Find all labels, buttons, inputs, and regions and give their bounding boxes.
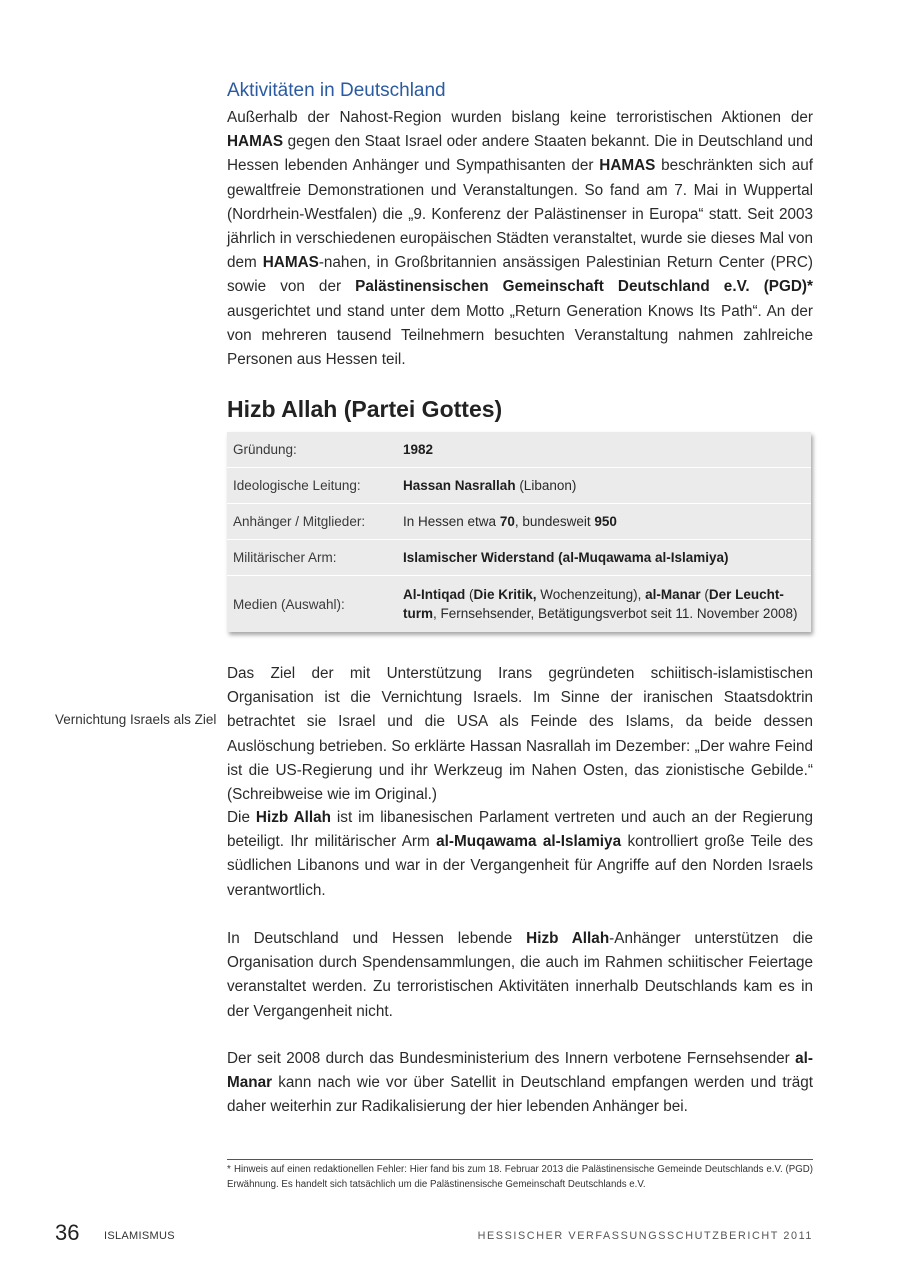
fact-label: Gründung: (233, 442, 297, 457)
footnote-marker: * (227, 1164, 231, 1175)
text-run: beschränkten sich auf gewaltfreie Demonstrationen und Veranstaltungen. So fand am 7. Mai in Wuppertal (Nordrhein-Westfalen) die „9. Konferenz der Palästinenser in Europa“ statt. Seit 2003 jährlich in verschiedenen europäischen Städten veranstaltet, wurde sie dieses Mal von dem (227, 157, 814, 272)
text-run: ausgerichtet und stand unter dem Motto „Return Generation Knows Its Path“. An der von mehreren tausend Teilnehmern besuchten Veranstaltung nahmen zahlreiche Personen aus Hessen teil. (227, 302, 813, 369)
page-number: 36 (55, 1220, 80, 1245)
text-run: -Anhänger unterstützen die Organisation durch Spendensammlungen, die auch im Rahmen schiitischer Feiertage veranstaltet werden. Zu terroristischen Aktivitäten innerhalb Deutschlands kam es in der Vergangenheit nicht. (227, 930, 814, 1020)
bold-run: Palästinensischen Gemeinschaft Deutschland e.V. (PGD)* (355, 278, 813, 296)
text-run: Wochenzeitung), (536, 586, 646, 602)
text-run: In Hessen etwa (403, 513, 500, 529)
fact-row-founding (227, 432, 811, 468)
bold-run: al-Manar (645, 586, 701, 602)
paragraph-parliament (227, 806, 813, 903)
fact-label: Ideologische Leitung: (233, 478, 361, 493)
bold-run: Die Kritik, (473, 586, 537, 602)
bold-run: Hassan Nasrallah (403, 477, 516, 493)
fact-label: Anhänger / Mitglieder: (233, 514, 366, 529)
fact-row-military-arm (227, 540, 811, 576)
text-run: gegen den Staat Israel oder andere Staaten bekannt. Die in Deutschland und Hessen lebenden Anhänger und Sympathisanten der (227, 133, 813, 175)
paragraph-hamas-activities (227, 106, 813, 372)
bold-run: Al-Intiqad (403, 586, 466, 602)
text-run: kann nach wie vor über Satellit in Deutschland empfangen werden und trägt daher weiterhin zur Radikalisierung der hier lebenden Anhänger bei. (227, 1074, 813, 1116)
text-run: Außerhalb der Nahost-Region wurden bislang keine terroristischen Aktionen der (227, 109, 813, 126)
text-run: , Fernsehsender, Betätigungsverbot seit 11. November 2008) (433, 606, 798, 621)
paragraph-goal (227, 662, 813, 807)
footer-section-name: ISLAMISMUS (104, 1230, 175, 1242)
text-run: , bundesweit (514, 513, 595, 529)
text-run: ( (465, 586, 474, 602)
bold-run: Islamischer Widerstand (al-Muqawama al-Islamiya) (403, 549, 729, 565)
fact-value (403, 585, 811, 624)
fact-row-leadership (227, 468, 811, 504)
footnote-text: Hinweis auf einen redaktionellen Fehler: Hier fand bis zum 18. Februar 2013 die Palästinensische Gemeinde Deutschlands e.V. (PGD) Erwähnung. Es handelt sich tatsächlich um die Palästinensische Gemeinschaft Deutschlands e.V. (227, 1164, 813, 1190)
bold-run: al-Muqawama al-Islamiya (436, 833, 622, 851)
fact-value (403, 440, 811, 460)
bold-run: al-Manar (227, 1050, 813, 1092)
text-run: Das Ziel der mit Unterstützung Irans gegründeten schiitisch-islamistischen Organisation ist die Vernichtung Israels. Im Sinne der iranischen Staatsdoktrin betrachtet sie Israel und die USA als Feinde des Islams, da beide dessen Auslöschung betrieben. So erklärte Hassan Nasrallah im Dezember: „Der wahre Feind ist die US-Regierung und ihr Werkzeug im Nahen Osten, das zionistische Gebilde.“ (Schreibweise wie im Original.) (227, 665, 813, 804)
footer-report-title: HESSISCHER VERFASSUNGSSCHUTZBERICHT 2011 (477, 1230, 813, 1242)
text-run: (Libanon) (515, 477, 577, 493)
fact-value (403, 548, 811, 568)
text-run: In Deutschland und Hessen lebende (227, 930, 527, 947)
fact-sheet-table (227, 432, 811, 632)
fact-value (403, 476, 811, 496)
footnote (227, 1162, 813, 1192)
footnote-divider (227, 1159, 813, 1160)
organization-title: Hizb Allah (Partei Gottes) (227, 396, 503, 422)
bold-run: Der Leucht-turm (403, 586, 784, 621)
fact-row-media (227, 576, 811, 632)
bold-run: HAMAS (599, 157, 656, 175)
bold-run: HAMAS (262, 254, 319, 272)
bold-run: 950 (594, 513, 617, 529)
bold-run: 1982 (403, 441, 434, 457)
fact-value (403, 512, 811, 532)
section-heading-activities: Aktivitäten in Deutschland (227, 80, 446, 101)
text-run: kontrolliert große Teile des südlichen Libanons und war in der Vergangenheit für Angriffe auf den Norden Israels verantwortlich. (227, 833, 813, 899)
text-run: -nahen, in Großbritannien ansässigen Palestinian Return Center (PRC) sowie von der (227, 254, 813, 296)
bold-run: 70 (499, 513, 515, 529)
text-run: Die (227, 809, 256, 826)
text-run: ist im libanesischen Parlament vertreten und auch an der Regierung beteiligt. Ihr militärischer Arm (227, 809, 813, 851)
bold-run: HAMAS (227, 133, 284, 151)
text-run: ( (700, 586, 709, 602)
fact-row-members (227, 504, 811, 540)
bold-run: Hizb Allah (255, 809, 331, 826)
fact-label: Militärischer Arm: (233, 550, 337, 565)
bold-run: Hizb Allah (526, 930, 610, 947)
fact-label: Medien (Auswahl): (233, 596, 345, 612)
paragraph-supporters (227, 927, 813, 1024)
text-run: Der seit 2008 durch das Bundesministerium des Innern verbotene Fernsehsender (227, 1050, 796, 1067)
margin-note: Vernichtung Israels als Ziel (55, 712, 217, 727)
paragraph-al-manar (227, 1047, 813, 1120)
